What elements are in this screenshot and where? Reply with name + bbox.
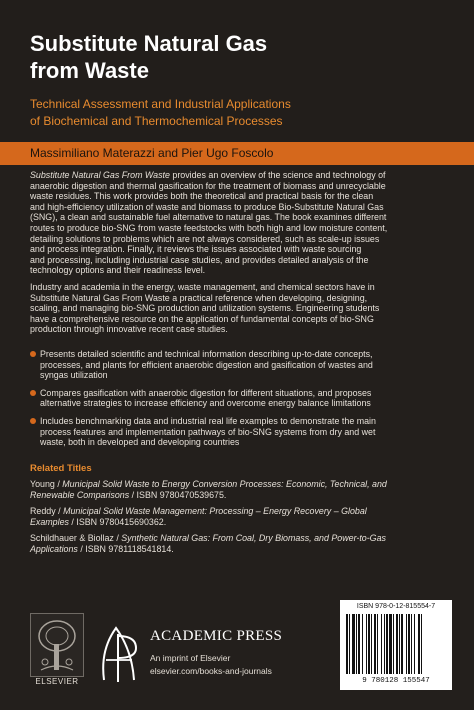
subtitle-line-2: of Biochemical and Thermochemical Processes	[30, 114, 283, 128]
barcode-icon	[346, 614, 446, 676]
barcode-digits: 9 780128 155547	[362, 677, 430, 685]
description	[30, 170, 450, 335]
related-isbn: / ISBN 9780470539675.	[129, 489, 227, 500]
related-titles-list	[30, 479, 460, 561]
title-line-1: Substitute Natural Gas	[30, 31, 268, 56]
description-line: have a comprehensive resource on the application of fundamental concepts of bio-SNG	[30, 313, 374, 324]
feature-line: syngas utilization	[40, 370, 108, 381]
related-title: Applications	[30, 543, 78, 554]
description-line: and high-efficiency utilization of waste and biomass to produce Bio-Substitute Natural Gas	[30, 201, 384, 212]
related-line	[30, 490, 460, 501]
description-line: waste residues. This work provides both the theoretical and practical basis for the clean	[30, 191, 374, 202]
description-line: Substitute Natural Gas From Waste a practical reference when developing, designing,	[30, 292, 368, 303]
feature-item	[30, 416, 460, 448]
related-line	[30, 479, 460, 490]
feature-line: Presents detailed scientific and technical information describing up-to-date concepts,	[40, 349, 373, 359]
description-lead: Substitute Natural Gas From Waste	[30, 170, 170, 180]
book-subtitle	[30, 96, 450, 130]
feature-line: Includes benchmarking data and industrial real life examples to demonstrate the main	[40, 415, 376, 426]
description-line: and processing, including industrial case studies, and provides detailed analysis of the	[30, 254, 369, 265]
related-title-item	[30, 479, 460, 500]
description-line	[30, 170, 450, 181]
feature-line: process features and implementation pathways of bio-SNG systems from dry and wet	[40, 426, 376, 437]
subtitle-line-1: Technical Assessment and Industrial Applications	[30, 97, 291, 111]
description-line: detailing solutions to problems which are not always considered, such as scale-up issues	[30, 233, 380, 244]
related-author: Reddy /	[30, 506, 64, 517]
description-line: anaerobic digestion and thermal gasification for the treatment of biomass and unrecyclable	[30, 180, 386, 191]
description-line: production through innovative recent case studies.	[30, 324, 228, 335]
related-isbn: / ISBN 9781118541814.	[77, 543, 174, 554]
related-author: Schildhauer & Biollaz /	[30, 533, 122, 544]
feature-line: alternative strategies to increase efficiency and overcome energy balance limitations	[40, 398, 371, 409]
description-line: (SNG), a clean and sustainable fuel alternative to natural gas. The book examines different	[30, 212, 387, 223]
related-title: Municipal Solid Waste Management: Processing – Energy Recovery – Global	[63, 506, 367, 517]
bullet-dot-icon	[30, 418, 36, 424]
elsevier-tree-icon	[30, 613, 84, 677]
related-line	[30, 506, 460, 517]
title-line-2: from Waste	[30, 58, 149, 83]
publisher-info	[150, 628, 310, 676]
feature-line: processes, and plants for efficient anaerobic digestion and gasification of wastes and	[40, 359, 373, 370]
book-title	[30, 30, 450, 84]
bullet-dot-icon	[30, 390, 36, 396]
related-title: Synthetic Natural Gas: From Coal, Dry Biomass, and Power-to-Gas	[121, 533, 386, 544]
feature-list	[30, 349, 460, 455]
related-author: Young /	[30, 479, 63, 489]
description-line: and process integration. Finally, it reviews the issues associated with waste sourcing	[30, 244, 362, 255]
publisher-url: elsevier.com/books-and-journals	[150, 666, 272, 676]
feature-line: waste, both in developed and developing countries	[40, 437, 240, 448]
description-line: routes to produce bio-SNG from waste feedstocks with both high and low moisture content,	[30, 222, 388, 233]
related-title-item	[30, 533, 460, 554]
feature-item	[30, 388, 460, 409]
isbn-barcode	[340, 600, 452, 690]
related-title: Examples	[30, 516, 69, 527]
related-title-item	[30, 506, 460, 527]
description-line: scaling, and managing bio-SNG production and utilization systems. Engineering students	[30, 303, 380, 314]
related-title: Renewable Comparisons	[30, 489, 130, 500]
description-line: technology options and their readiness level.	[30, 265, 206, 276]
isbn-label: ISBN 978-0-12-815554-7	[356, 603, 436, 610]
related-isbn: / ISBN 9780415690362.	[68, 516, 167, 527]
elsevier-label: ELSEVIER	[35, 677, 79, 686]
related-title: Municipal Solid Waste to Energy Conversion Processes: Economic, Technical, and	[62, 479, 387, 489]
publisher-imprint: An imprint of Elsevier	[150, 653, 231, 663]
feature-line: Compares gasification with anaerobic digestion for different situations, and proposes	[40, 387, 372, 398]
publisher-name: ACADEMIC PRESS	[150, 628, 283, 644]
related-titles-heading: Related Titles	[30, 463, 92, 474]
feature-item	[30, 349, 460, 381]
related-line	[30, 533, 460, 544]
description-lead-rest: provides an overview of the science and technology of	[169, 170, 386, 180]
related-line	[30, 544, 460, 555]
description-line: Industry and academia in the energy, waste management, and chemical sectors have in	[30, 281, 375, 292]
authors: Massimiliano Materazzi and Pier Ugo Foscolo	[30, 146, 274, 160]
related-line	[30, 517, 460, 528]
academic-press-logo-icon	[96, 620, 142, 686]
elsevier-logo	[30, 613, 82, 687]
bullet-dot-icon	[30, 351, 36, 357]
